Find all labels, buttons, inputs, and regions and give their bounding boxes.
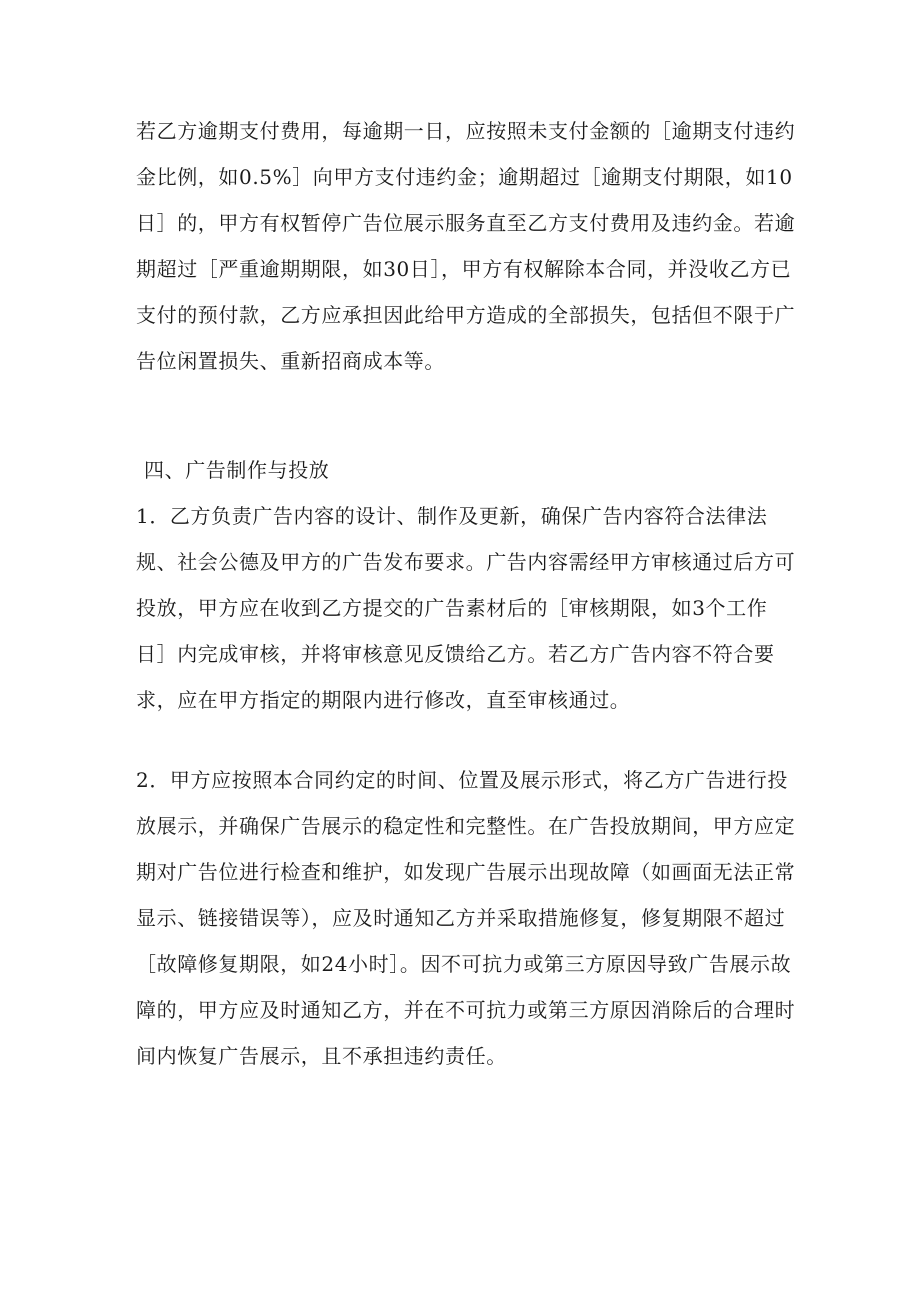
text-line: 日］的，甲方有权暂停广告位展示服务直至乙方支付费用及违约金。若逾 xyxy=(136,211,796,235)
text-line: 若乙方逾期支付费用，每逾期一日，应按照未支付金额的［逾期支付违约 xyxy=(136,119,796,143)
text-line: 投放，甲方应在收到乙方提交的广告素材后的［审核期限，如3个工作 xyxy=(136,596,768,620)
text-line: 放展示，并确保广告展示的稳定性和完整性。在广告投放期间，甲方应定 xyxy=(136,814,796,838)
text-line: 障的，甲方应及时通知乙方，并在不可抗力或第三方原因消除后的合理时 xyxy=(136,998,796,1022)
text-line: 求，应在甲方指定的期限内进行修改，直至审核通过。 xyxy=(136,688,631,712)
text-line: 期对广告位进行检查和维护，如发现广告展示出现故障（如画面无法正常 xyxy=(136,860,796,884)
section-heading xyxy=(144,447,804,493)
penalty-paragraph xyxy=(136,108,796,384)
text-line: 规、社会公德及甲方的广告发布要求。广告内容需经甲方审核通过后方可 xyxy=(136,550,796,574)
section-heading-text: 四、广告制作与投放 xyxy=(144,458,330,482)
text-line: 1．乙方负责广告内容的设计、制作及更新，确保广告内容符合法律法 xyxy=(136,504,768,528)
text-line: 告位闲置损失、重新招商成本等。 xyxy=(136,349,445,373)
text-line: 金比例，如0.5%］向甲方支付违约金；逾期超过［逾期支付期限，如10 xyxy=(136,165,793,189)
text-line: ［故障修复期限，如24小时］。因不可抗力或第三方原因导致广告展示故 xyxy=(136,952,792,976)
text-line: 显示、链接错误等），应及时通知乙方并采取措施修复，修复期限不超过 xyxy=(136,906,786,930)
text-line: 期超过［严重逾期期限，如30日］，甲方有权解除本合同，并没收乙方已 xyxy=(136,257,792,281)
text-line: 2．甲方应按照本合同约定的时间、位置及展示形式，将乙方广告进行投 xyxy=(136,768,788,792)
text-line: 支付的预付款，乙方应承担因此给甲方造成的全部损失，包括但不限于广 xyxy=(136,303,796,327)
clause-item-2 xyxy=(136,757,796,1079)
text-line: 日］内完成审核，并将审核意见反馈给乙方。若乙方广告内容不符合要 xyxy=(136,642,775,666)
clause-item-1 xyxy=(136,493,796,723)
text-line: 间内恢复广告展示，且不承担违约责任。 xyxy=(136,1044,507,1068)
